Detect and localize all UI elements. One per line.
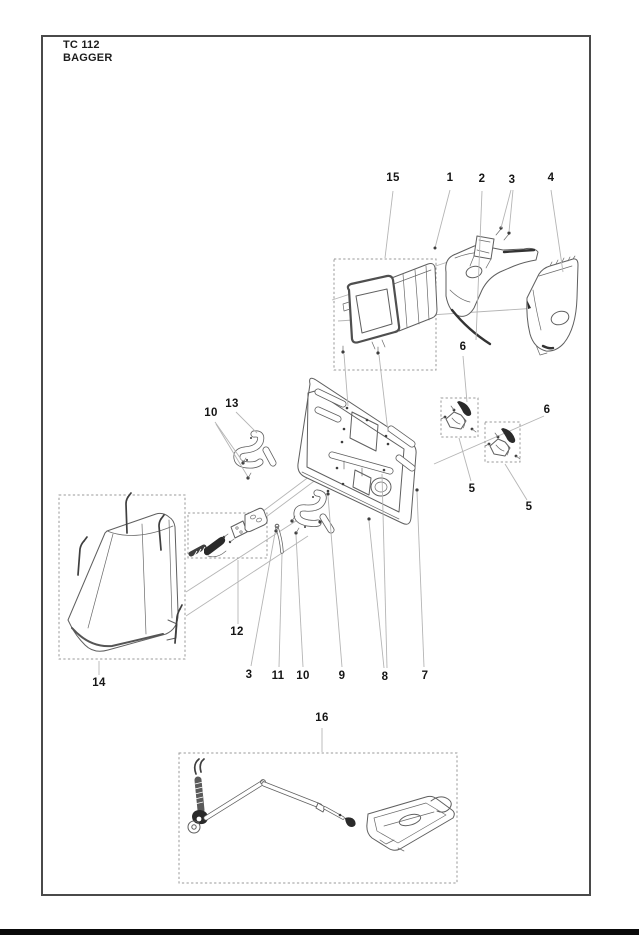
callout-7: 7 <box>421 670 429 682</box>
page-bottom-rule <box>0 929 639 935</box>
part-9-bracket <box>297 493 331 530</box>
part-4-cover <box>527 256 578 355</box>
callout-5-right: 5 <box>525 501 533 513</box>
callout-11: 11 <box>271 670 285 682</box>
callout-9: 9 <box>338 670 346 682</box>
part-11-pin <box>275 524 282 552</box>
callout-8: 8 <box>381 671 389 683</box>
callout-2: 2 <box>478 173 486 185</box>
section-name: BAGGER <box>63 52 113 64</box>
callout-14: 14 <box>92 677 106 689</box>
callout-3-top: 3 <box>508 174 516 186</box>
callout-3-bottom: 3 <box>245 669 253 681</box>
part-12-latch-kit <box>191 508 267 556</box>
callout-12: 12 <box>230 626 244 638</box>
callout-10-top: 10 <box>204 407 218 419</box>
part-1-cover <box>446 245 538 344</box>
callout-15: 15 <box>386 172 400 184</box>
model-code: TC 112 <box>63 39 100 51</box>
part-3-screws-top <box>496 226 511 240</box>
callout-6-right: 6 <box>543 404 551 416</box>
callout-13: 13 <box>225 398 239 410</box>
callout-16: 16 <box>315 712 329 724</box>
part-16-lever-assembly <box>188 759 454 851</box>
callout-6-left: 6 <box>459 341 467 353</box>
part-5-latch-assembly-right <box>485 428 520 459</box>
callout-10-bottom: 10 <box>296 670 310 682</box>
part-7-backplate <box>298 378 416 524</box>
callout-5-left: 5 <box>468 483 476 495</box>
part-14-bag <box>68 493 182 651</box>
part-15-chute <box>341 264 437 355</box>
part-5-latch-assembly <box>441 401 476 432</box>
callout-4: 4 <box>547 172 555 184</box>
part-2-rubber-strip <box>452 310 490 344</box>
callout-1: 1 <box>446 172 454 184</box>
